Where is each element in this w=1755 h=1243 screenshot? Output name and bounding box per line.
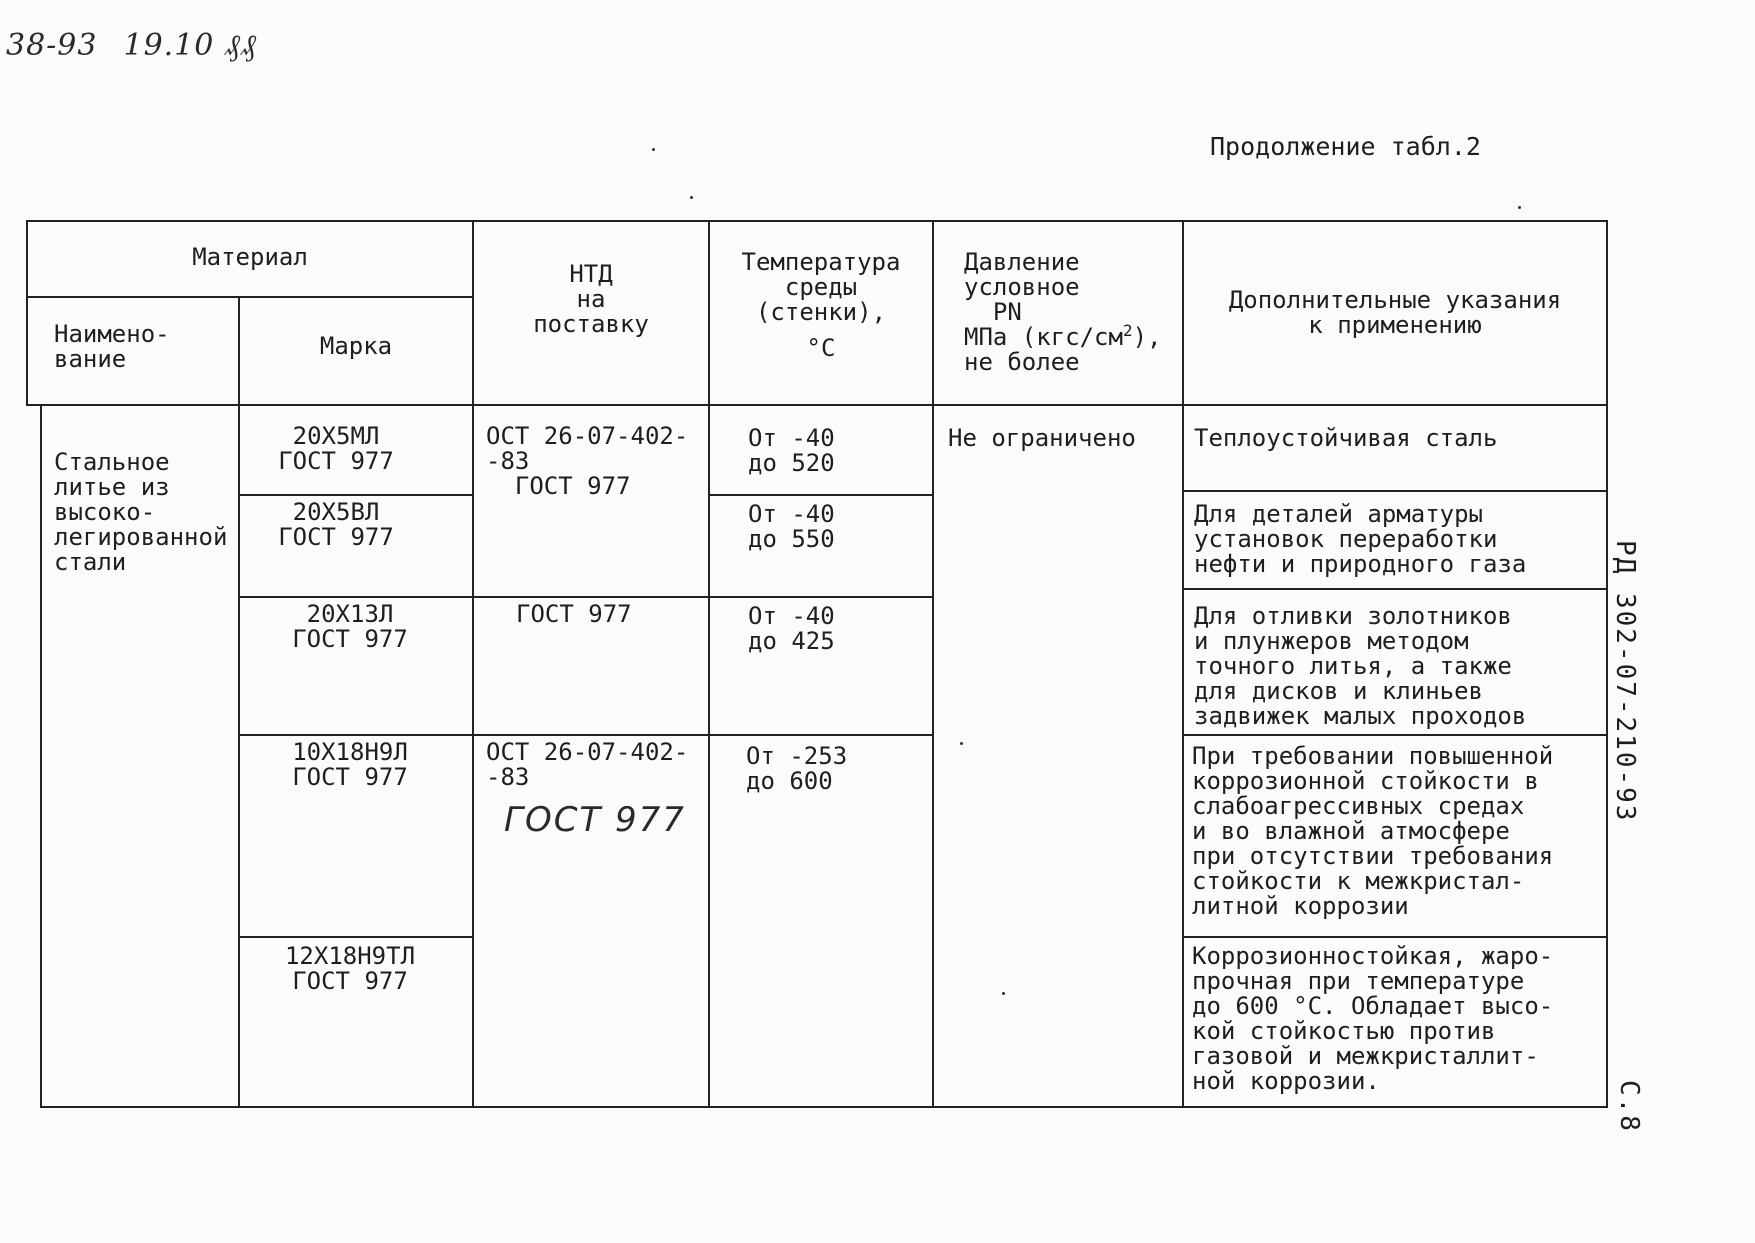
grade-cell: 10Х18Н9Л ГОСТ 977 (292, 738, 408, 791)
note-cell: При требовании повышенной коррозионной стойкости в слабоагрессивных средах и во влажной атмосфере при отсутствии требования стойкости к межкристал- литной коррозии (1192, 742, 1554, 920)
material-name-cell: Стальное литье из высоко- легированной стали (54, 448, 228, 576)
grade-cell: 20Х13Л ГОСТ 977 (292, 600, 408, 653)
temperature-cell: От -253 до 600 (746, 742, 848, 795)
ntd-cell: ОСТ 26-07-402- -83 (486, 738, 689, 791)
grade-cell: 12Х18Н9ТЛ ГОСТ 977 (284, 942, 416, 995)
ntd-handwritten: ГОСТ 977 (504, 800, 686, 840)
speck (1518, 206, 1521, 209)
note-cell: Для деталей арматуры установок переработки нефти и природного газа (1194, 500, 1527, 578)
note-cell: Коррозионностойкая, жаро- прочная при температуре до 600 °C. Обладает высо- кой стойкостью против газовой и межкристаллит- ной коррозии. (1192, 942, 1554, 1095)
temperature-cell: От -40 до 520 (748, 424, 835, 477)
temperature-cell: От -40 до 425 (748, 602, 835, 655)
speck (960, 742, 963, 745)
speck (1002, 992, 1005, 995)
header-name: Наимено- вание (54, 320, 170, 373)
note-cell: Для отливки золотников и плунжеров методом точного литья, а также для дисков и клиньев задвижек малых проходов (1194, 602, 1527, 730)
grade-cell: 20Х5ВЛ ГОСТ 977 (278, 498, 394, 551)
pressure-cell: Не ограничено (948, 424, 1136, 452)
ntd-cell: ОСТ 26-07-402- -83 ГОСТ 977 (486, 422, 689, 500)
table-caption: Продолжение табл.2 (1210, 132, 1481, 161)
speck (652, 148, 655, 151)
header-material: Материал (192, 243, 308, 271)
grade-cell: 20Х5МЛ ГОСТ 977 (278, 422, 394, 475)
handwritten-note: 38-93 19.10 ₰₰ (6, 28, 257, 63)
ntd-cell: ГОСТ 977 (516, 600, 632, 628)
page-number: С.8 (1614, 1080, 1644, 1133)
header-ntd: НТД на поставку (533, 260, 649, 338)
header-grade: Марка (319, 332, 393, 360)
header-temperature: Температура среды (стенки), (741, 248, 901, 326)
temperature-cell: От -40 до 550 (748, 500, 835, 553)
header-temperature-unit: °C (806, 334, 836, 362)
note-cell: Теплоустойчивая сталь (1194, 424, 1498, 452)
header-notes: Дополнительные указания к применению (1228, 286, 1562, 339)
header-pressure: Давление условное PN МПа $(кгс/см^2)$, не более (964, 248, 1162, 376)
speck (690, 196, 693, 199)
document-code: РД 302-07-210-93 (1610, 540, 1640, 823)
